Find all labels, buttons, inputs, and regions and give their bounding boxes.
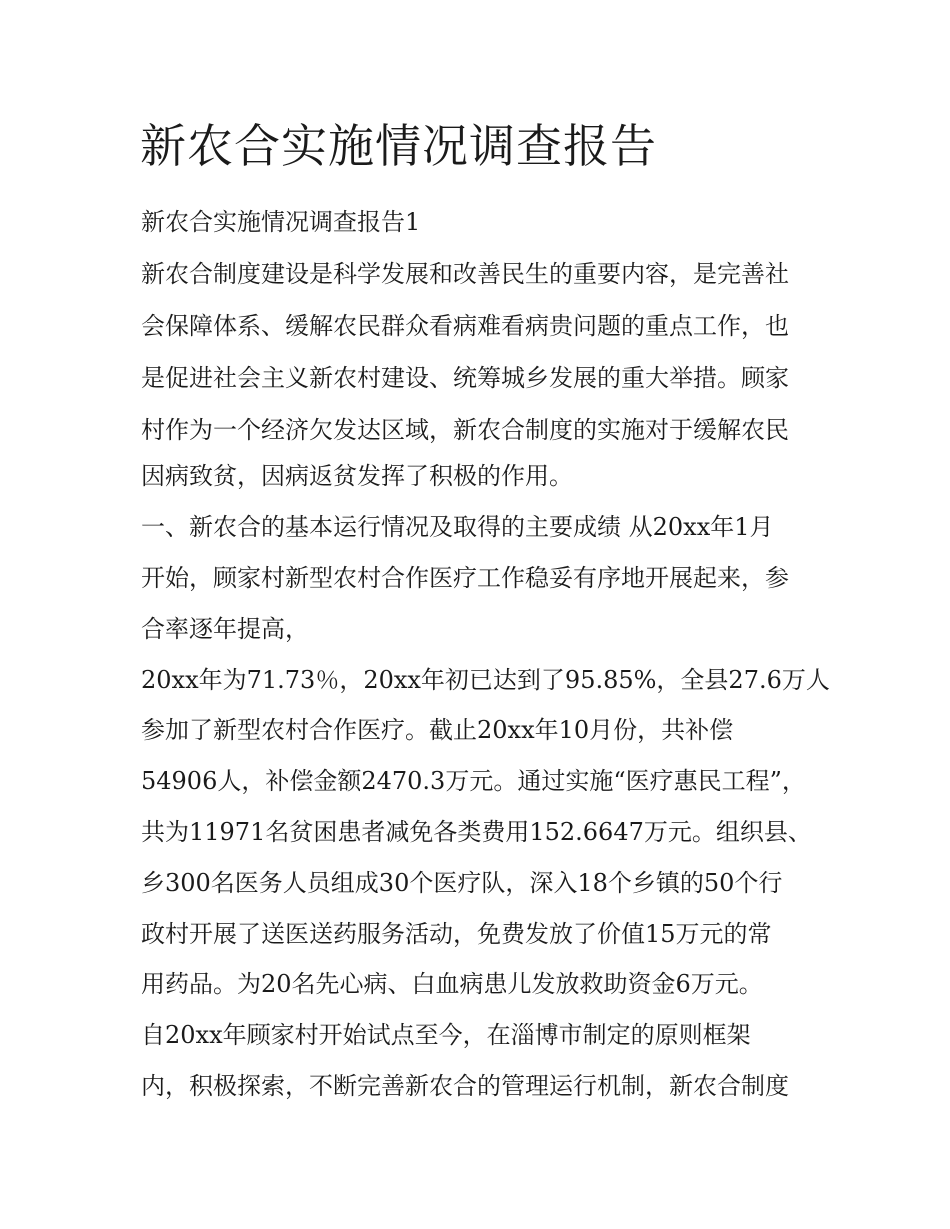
body-line: 开始，顾家村新型农村合作医疗工作稳妥有序地开展起来，参 bbox=[141, 564, 789, 592]
body-line: 合率逐年提高， bbox=[141, 615, 309, 643]
body-line: 会保障体系、缓解农民群众看病难看病贵问题的重点工作，也 bbox=[141, 312, 789, 340]
body-line: 村作为一个经济欠发达区域，新农合制度的实施对于缓解农民 bbox=[141, 416, 789, 444]
body-line: 参加了新型农村合作医疗。截止20xx年10月份，共补偿 bbox=[141, 716, 734, 744]
body-line: 20xx年为71.73％，20xx年初已达到了95.85%，全县27.6万人 bbox=[141, 666, 830, 694]
body-line: 政村开展了送医送药服务活动，免费发放了价值15万元的常 bbox=[141, 920, 772, 948]
body-line: 是促进社会主义新农村建设、统筹城乡发展的重大举措。顾家 bbox=[141, 364, 789, 392]
body-line: 共为11971名贫困患者减免各类费用152.6647万元。组织县、 bbox=[141, 818, 812, 846]
body-line: 自20xx年顾家村开始试点至今，在淄博市制定的原则框架 bbox=[141, 1021, 751, 1049]
body-line: 54906人，补偿金额2470.3万元。通过实施“医疗惠民工程”， bbox=[141, 767, 806, 795]
body-line: 乡300名医务人员组成30个医疗队，深入18个乡镇的50个行 bbox=[141, 869, 783, 897]
body-line: 内，积极探索，不断完善新农合的管理运行机制，新农合制度 bbox=[141, 1072, 789, 1100]
body-line: 因病致贫，因病返贫发挥了积极的作用。 bbox=[141, 462, 573, 490]
document-title: 新农合实施情况调查报告 bbox=[140, 119, 657, 173]
body-line: 用药品。为20名先心病、白血病患儿发放救助资金6万元。 bbox=[141, 970, 763, 998]
section-heading: 新农合实施情况调查报告1 bbox=[141, 208, 421, 236]
body-line: 新农合制度建设是科学发展和改善民生的重要内容，是完善社 bbox=[141, 260, 789, 288]
body-line: 一、新农合的基本运行情况及取得的主要成绩 从20xx年1月 bbox=[141, 513, 774, 541]
